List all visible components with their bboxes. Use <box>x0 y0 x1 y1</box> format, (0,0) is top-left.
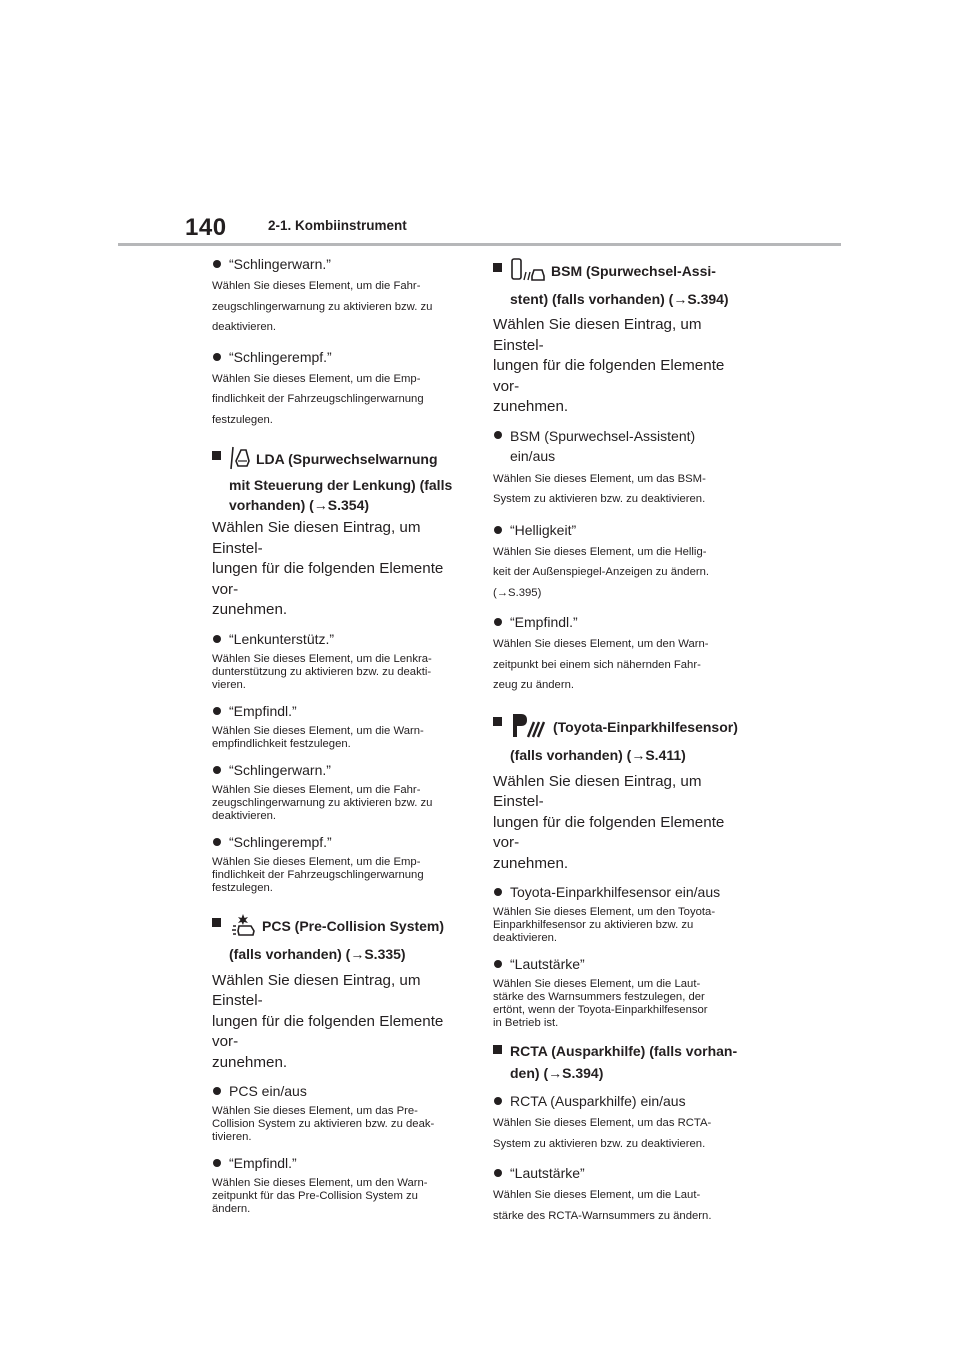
item-description: Wählen Sie dieses Element, um den Warn- zeitpunkt bei einem sich nähernden Fahr- zeug zu ändern. <box>493 638 709 691</box>
item-description: Wählen Sie dieses Element, um die Laut- stärke des RCTA-Warnsummers zu ändern. <box>493 1189 712 1222</box>
item-description: Wählen Sie dieses Element, um die Warn- empfindlichkeit festzulegen. <box>212 724 424 750</box>
bullet-item: “Empfindl.” <box>493 613 748 631</box>
intro-paragraph: Wählen Sie diesen Eintrag, um Einstel- lungen für die folgenden Elemente vor- zunehmen. <box>493 772 725 872</box>
section-heading-bsm: BSM (Spurwechsel-Assi- stent) (falls vorhanden) (→S.394) <box>493 258 748 310</box>
bullet-item: “Helligkeit” <box>493 521 748 539</box>
bullet-item: RCTA (Ausparkhilfe) ein/aus <box>493 1092 748 1110</box>
right-column <box>493 255 748 1226</box>
item-description: Wählen Sie dieses Element, um den Toyota- Einparkhilfesensor zu aktivieren bzw. zu deaktivieren. <box>493 906 716 944</box>
item-description: Wählen Sie dieses Element, um die Lenkra- dunterstützung zu aktivieren bzw. zu deakti- vieren. <box>212 652 432 691</box>
item-description: Wählen Sie dieses Element, um die Laut- stärke des Warnsummers festzulegen, der ertönt, wenn der Toyota-Einparkhilfesensor in Betrieb ist. <box>493 978 708 1029</box>
page-number: 140 <box>185 214 227 241</box>
bullet-item: “Lenkunterstütz.” <box>212 630 467 648</box>
bullet-item: “Schlingerempf.” <box>212 833 467 851</box>
item-description: Wählen Sie dieses Element, um das BSM- System zu aktivieren bzw. zu deaktivieren. <box>493 472 706 505</box>
bullet-item: “Schlingerwarn.” <box>212 255 467 273</box>
bullet-item: “Empfindl.” <box>212 702 467 720</box>
bullet-item: BSM (Spurwechsel-Assistent) ein/aus <box>493 426 748 466</box>
left-column <box>212 255 467 1216</box>
section-heading-pcs: PCS (Pre-Collision System) (falls vorhanden) (→S.335) <box>212 913 467 965</box>
bullet-item: “Lautstärke” <box>493 955 748 973</box>
item-description: Wählen Sie dieses Element, um die Emp- findlichkeit der Fahrzeugschlingerwarnung festzulegen. <box>212 372 424 426</box>
item-description: Wählen Sie dieses Element, um die Fahr- zeugschlingerwarnung zu aktivieren bzw. zu deaktivieren. <box>212 280 433 333</box>
item-description: Wählen Sie dieses Element, um den Warn- zeitpunkt für das Pre-Collision System zu ändern. <box>212 1177 428 1215</box>
bsm-mirror-icon <box>510 258 546 288</box>
bullet-item: “Lautstärke” <box>493 1164 748 1182</box>
intro-paragraph: Wählen Sie diesen Eintrag, um Einstel- lungen für die folgenden Elemente vor- zunehmen. <box>493 316 725 415</box>
parking-sensor-icon <box>510 712 548 744</box>
header-rule <box>118 243 841 246</box>
page-header <box>0 0 960 250</box>
bullet-item: PCS ein/aus <box>212 1082 467 1100</box>
bullet-item: “Schlingerempf.” <box>212 348 467 366</box>
intro-paragraph: Wählen Sie diesen Eintrag, um Einstel- lungen für die folgenden Elemente vor- zunehmen. <box>212 971 444 1071</box>
section-title: 2-1. Kombiinstrument <box>268 218 407 233</box>
section-heading-rcta: RCTA (Ausparkhilfe) (falls vorhan- den) (→S.394) <box>493 1040 748 1084</box>
pcs-collision-icon <box>229 913 257 943</box>
section-heading-lda: LDA (Spurwechselwarnung mit Steuerung der Lenkung) (falls vorhanden) (→S.354) <box>212 446 467 515</box>
lda-lane-icon <box>229 446 251 475</box>
item-description: Wählen Sie dieses Element, um die Hellig- keit der Außenspiegel-Anzeigen zu ändern. (→S.395) <box>493 545 710 599</box>
section-heading-parking: (Toyota-Einparkhilfesensor) (falls vorhanden) (→S.411) <box>493 712 748 766</box>
bullet-item: “Schlingerwarn.” <box>212 761 467 779</box>
item-description: Wählen Sie dieses Element, um die Emp- findlichkeit der Fahrzeugschlingerwarnung festzulegen. <box>212 855 424 894</box>
bullet-item: Toyota-Einparkhilfesensor ein/aus <box>493 883 748 901</box>
bullet-item: “Empfindl.” <box>212 1154 467 1172</box>
intro-paragraph: Wählen Sie diesen Eintrag, um Einstel- lungen für die folgenden Elemente vor- zunehmen. <box>212 519 444 618</box>
item-description: Wählen Sie dieses Element, um die Fahr- zeugschlingerwarnung zu aktivieren bzw. zu deaktivieren. <box>212 783 433 822</box>
item-description: Wählen Sie dieses Element, um das RCTA- System zu aktivieren bzw. zu deaktivieren. <box>493 1117 712 1150</box>
item-description: Wählen Sie dieses Element, um das Pre- Collision System zu aktivieren bzw. zu deak- tivieren. <box>212 1105 435 1143</box>
